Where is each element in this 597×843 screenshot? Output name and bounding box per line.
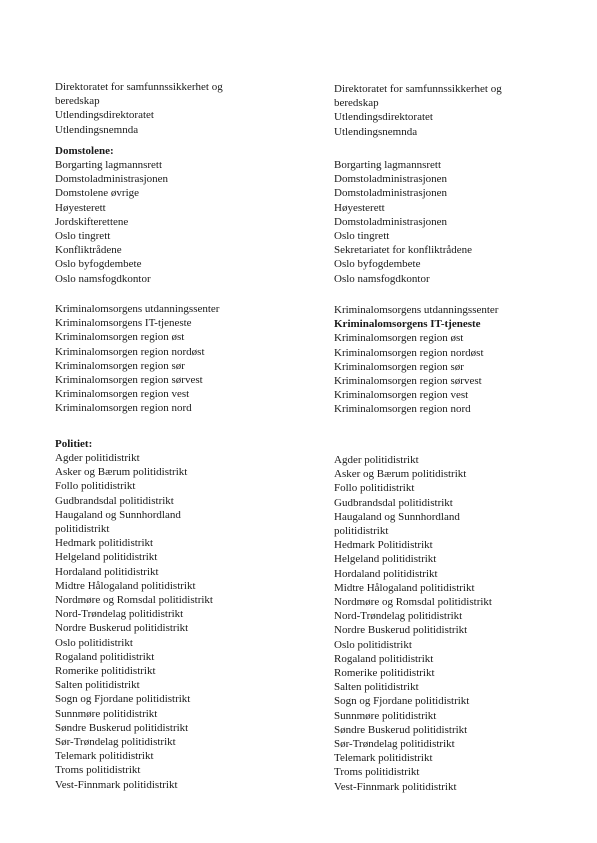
list-line: Høyesterett xyxy=(55,201,106,214)
list-line: Hordaland politidistrikt xyxy=(334,567,438,580)
list-line: Vest-Finnmark politidistrikt xyxy=(55,778,178,791)
list-line: Haugaland og Sunnhordland xyxy=(55,508,181,521)
list-line: Borgarting lagmannsrett xyxy=(55,159,163,171)
list-line: Domstoladministrasjonen xyxy=(55,173,169,186)
list-line: Romerike politidistrikt xyxy=(55,665,156,678)
list-line: Kriminalomsorgen region nordøst xyxy=(55,345,205,358)
list-line: Oslo byfogdembete xyxy=(334,258,421,271)
list-line: Sekretariatet for konfliktrådene xyxy=(334,244,473,257)
list-line: Nord-Trøndelag politidistrikt xyxy=(55,608,184,621)
list-line: Kriminalomsorgens utdanningssenter xyxy=(55,303,220,315)
list-line: Direktoratet for samfunnssikkerhet og xyxy=(334,83,502,95)
right-block-agencies xyxy=(334,82,574,139)
list-line: Sogn og Fjordane politidistrikt xyxy=(55,693,191,706)
list-line: Høyesterett xyxy=(334,201,385,214)
list-line: Rogaland politidistrikt xyxy=(55,650,155,663)
list-line: politidistrikt xyxy=(334,525,389,538)
list-line: Oslo politidistrikt xyxy=(55,636,133,649)
list-line: Midtre Hålogaland politidistrikt xyxy=(55,579,196,592)
list-line: Follo politidistrikt xyxy=(334,482,415,495)
list-line: Helgeland politidistrikt xyxy=(55,551,158,564)
list-line: Domstoladministrasjonen xyxy=(334,173,448,186)
list-line: Telemark politidistrikt xyxy=(334,752,433,765)
list-line: Kriminalomsorgen region sør xyxy=(55,359,185,372)
list-line: Kriminalomsorgen region vest xyxy=(55,388,190,401)
list-line: Haugaland og Sunnhordland xyxy=(334,510,460,523)
list-line: Sunnmøre politidistrikt xyxy=(55,707,158,720)
list-line: Asker og Bærum politidistrikt xyxy=(55,466,188,479)
list-line: Oslo byfogdembete xyxy=(55,258,142,271)
list-line: Sør-Trøndelag politidistrikt xyxy=(334,738,455,751)
left-list-domstolene xyxy=(55,158,285,286)
list-line: politidistrikt xyxy=(55,523,110,536)
right-list-politiet xyxy=(334,453,574,794)
list-line: Kriminalomsorgen region øst xyxy=(334,332,464,345)
list-line: beredskap xyxy=(55,95,100,108)
list-line: Konfliktrådene xyxy=(55,244,122,257)
list-line: Direktoratet for samfunnssikkerhet og xyxy=(55,81,223,93)
left-heading-domstolene: Domstolene: xyxy=(55,145,114,157)
list-line: Salten politidistrikt xyxy=(55,679,140,692)
list-line: Jordskifterettene xyxy=(55,215,129,228)
list-line: Kriminalomsorgens utdanningssenter xyxy=(334,304,499,316)
list-line: Sunnmøre politidistrikt xyxy=(334,709,437,722)
list-line: Kriminalomsorgen region øst xyxy=(55,331,185,344)
list-line: Asker og Bærum politidistrikt xyxy=(334,468,467,481)
list-line: Oslo tingrett xyxy=(55,230,111,243)
list-line: Domstoladministrasjonen xyxy=(334,215,448,228)
right-list-domstolene xyxy=(334,158,574,286)
list-line: Hordaland politidistrikt xyxy=(55,565,159,578)
list-line: Søndre Buskerud politidistrikt xyxy=(334,723,468,736)
list-line: Hedmark Politidistrikt xyxy=(334,539,433,552)
right-list-kriminalomsorgen xyxy=(334,303,574,417)
list-line: Oslo tingrett xyxy=(334,230,390,243)
list-line: Rogaland politidistrikt xyxy=(334,652,434,665)
list-line: Kriminalomsorgen region sør xyxy=(334,360,464,373)
list-line: Agder politidistrikt xyxy=(55,452,140,464)
list-line: Gudbrandsdal politidistrikt xyxy=(55,494,174,507)
list-line: Oslo namsfogdkontor xyxy=(334,272,430,285)
left-list-politiet xyxy=(55,451,285,792)
list-line: Kriminalomsorgen region vest xyxy=(334,389,469,402)
list-line: Follo politidistrikt xyxy=(55,480,136,493)
list-line: Troms politidistrikt xyxy=(334,766,420,779)
list-line: Borgarting lagmannsrett xyxy=(334,159,442,171)
list-line: Kriminalomsorgens IT-tjeneste xyxy=(334,318,481,331)
list-line: Søndre Buskerud politidistrikt xyxy=(55,721,189,734)
list-line: Oslo namsfogdkontor xyxy=(55,272,151,285)
left-heading-politiet: Politiet: xyxy=(55,438,93,450)
list-line: Nordmøre og Romsdal politidistrikt xyxy=(55,594,213,607)
list-line: Hedmark politidistrikt xyxy=(55,537,154,550)
list-line: Kriminalomsorgen region nord xyxy=(55,402,192,415)
list-line: Midtre Hålogaland politidistrikt xyxy=(334,581,475,594)
list-line: beredskap xyxy=(334,97,379,110)
list-line: Utlendingsnemnda xyxy=(55,123,139,136)
list-line: Kriminalomsorgen region sørvest xyxy=(55,374,203,387)
left-list-kriminalomsorgen xyxy=(55,302,285,416)
list-line: Kriminalomsorgen region nord xyxy=(334,403,471,416)
list-line: Oslo politidistrikt xyxy=(334,638,412,651)
list-line: Kriminalomsorgen region nordøst xyxy=(334,346,484,359)
list-line: Domstoladministrasjonen xyxy=(334,187,448,200)
list-line: Agder politidistrikt xyxy=(334,454,419,466)
list-line: Utlendingsdirektoratet xyxy=(55,109,154,122)
list-line: Salten politidistrikt xyxy=(334,681,419,694)
list-line: Kriminalomsorgens IT-tjeneste xyxy=(55,317,192,330)
list-line: Gudbrandsdal politidistrikt xyxy=(334,496,453,509)
list-line: Romerike politidistrikt xyxy=(334,667,435,680)
list-line: Troms politidistrikt xyxy=(55,764,141,777)
list-line: Nord-Trøndelag politidistrikt xyxy=(334,610,463,623)
list-line: Utlendingsnemnda xyxy=(334,125,418,138)
left-block-agencies xyxy=(55,80,285,137)
list-line: Domstolene øvrige xyxy=(55,187,140,200)
list-line: Utlendingsdirektoratet xyxy=(334,111,433,124)
list-line: Kriminalomsorgen region sørvest xyxy=(334,375,482,388)
list-line: Helgeland politidistrikt xyxy=(334,553,437,566)
list-line: Nordre Buskerud politidistrikt xyxy=(334,624,468,637)
list-line: Telemark politidistrikt xyxy=(55,750,154,763)
list-line: Nordmøre og Romsdal politidistrikt xyxy=(334,596,492,609)
list-line: Sogn og Fjordane politidistrikt xyxy=(334,695,470,708)
list-line: Nordre Buskerud politidistrikt xyxy=(55,622,189,635)
list-line: Sør-Trøndelag politidistrikt xyxy=(55,736,176,749)
list-line: Vest-Finnmark politidistrikt xyxy=(334,780,457,793)
